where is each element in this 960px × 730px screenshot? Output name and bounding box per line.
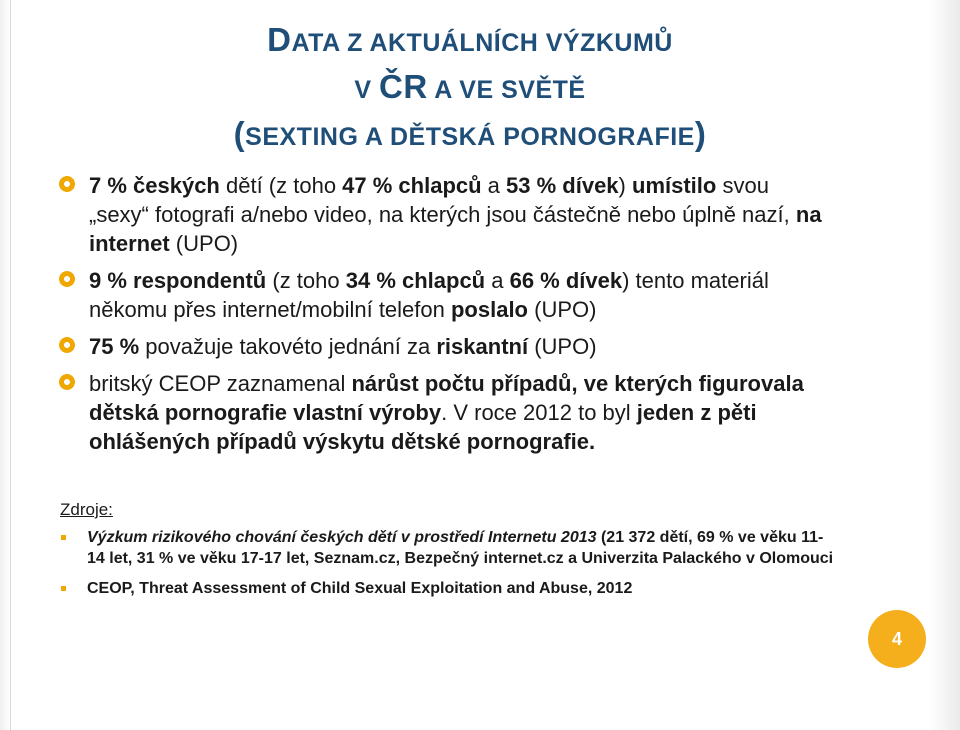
bullet-circle-icon [59,176,75,192]
right-edge-shade [930,0,960,730]
source-text: (21 372 dětí, 69 % ve věku 11-14 let, 31 % ve věku 17-17 let, Seznam.cz, Bezpečný internet.cz a Univerzita Palackého v Olomouci [87,529,834,567]
square-bullet-icon [61,586,66,591]
bullet-text: a [485,268,510,293]
bullet-circle-icon [59,271,75,287]
source-item [60,578,840,599]
bullet-text-bold: 34 % chlapců [345,268,486,293]
bullet-circle-icon [59,337,75,353]
page-number-badge: 4 [868,610,926,668]
bullet-text: považuje takovéto jednání za [139,334,437,359]
bullet-item [62,369,832,456]
title-line-3: (SEXTING A DĚTSKÁ PORNOGRAFIE) [233,115,707,152]
sources-label: Zdroje: [60,500,113,519]
bullet-text-bold: nárůst počtu případů, ve kterých figurovala dětská pornografie vlastní výroby [89,371,804,425]
bullet-text: britský CEOP zaznamenal [89,371,352,396]
bullet-list [62,171,832,464]
bullet-text: . V roce 2012 to byl [441,400,637,425]
bullet-text-bold: poslalo [450,297,528,322]
bullet-text: (UPO) [169,231,239,256]
bullet-text: (UPO) [528,297,597,322]
bullet-text-bold: 53 % dívek [506,173,619,198]
bullet-text-bold: 7 % českých [89,173,220,198]
slide-title [100,18,840,159]
bullet-text: (UPO) [528,334,597,359]
source-title: Výzkum rizikového chování českých dětí v prostředí Internetu 2013 [87,529,597,546]
bullet-item [62,266,832,324]
bullet-text-bold: na internet [89,202,822,256]
bullet-text: ) [618,173,632,198]
bullet-circle-icon [59,374,75,390]
bullet-text-bold: riskantní [436,334,529,359]
bullet-text-bold: umístilo [632,173,717,198]
bullet-item [62,332,832,361]
title-line-2: V ČR A VE SVĚTĚ [354,68,586,105]
bullet-text-bold: 47 % chlapců [342,173,482,198]
bullet-item [62,171,832,258]
bullet-text: svou „sexy“ fotografi a/nebo video, na kterých jsou částečně nebo úplně nazí, [89,173,796,227]
bullet-text-bold: 66 % dívek [509,268,623,293]
title-line-1: DATA Z AKTUÁLNÍCH VÝZKUMŮ [267,21,673,58]
square-bullet-icon [61,535,66,540]
source-text: CEOP, Threat Assessment of Child Sexual Exploitation and Abuse, 2012 [87,580,633,597]
left-edge-shade [0,0,10,730]
bullet-text-bold: jeden z pěti ohlášených případů výskytu dětské pornografie. [89,400,757,454]
bullet-text-bold: 75 % [89,334,140,359]
source-item [60,527,840,569]
bullet-text-bold: 9 % respondentů [89,268,267,293]
bullet-text: a [481,173,507,198]
bullet-text: ) tento materiál někomu přes internet/mobilní telefon [89,268,769,322]
bullet-text: (z toho [266,268,346,293]
bullet-text: dětí (z toho [219,173,343,198]
sources-list [60,527,840,608]
